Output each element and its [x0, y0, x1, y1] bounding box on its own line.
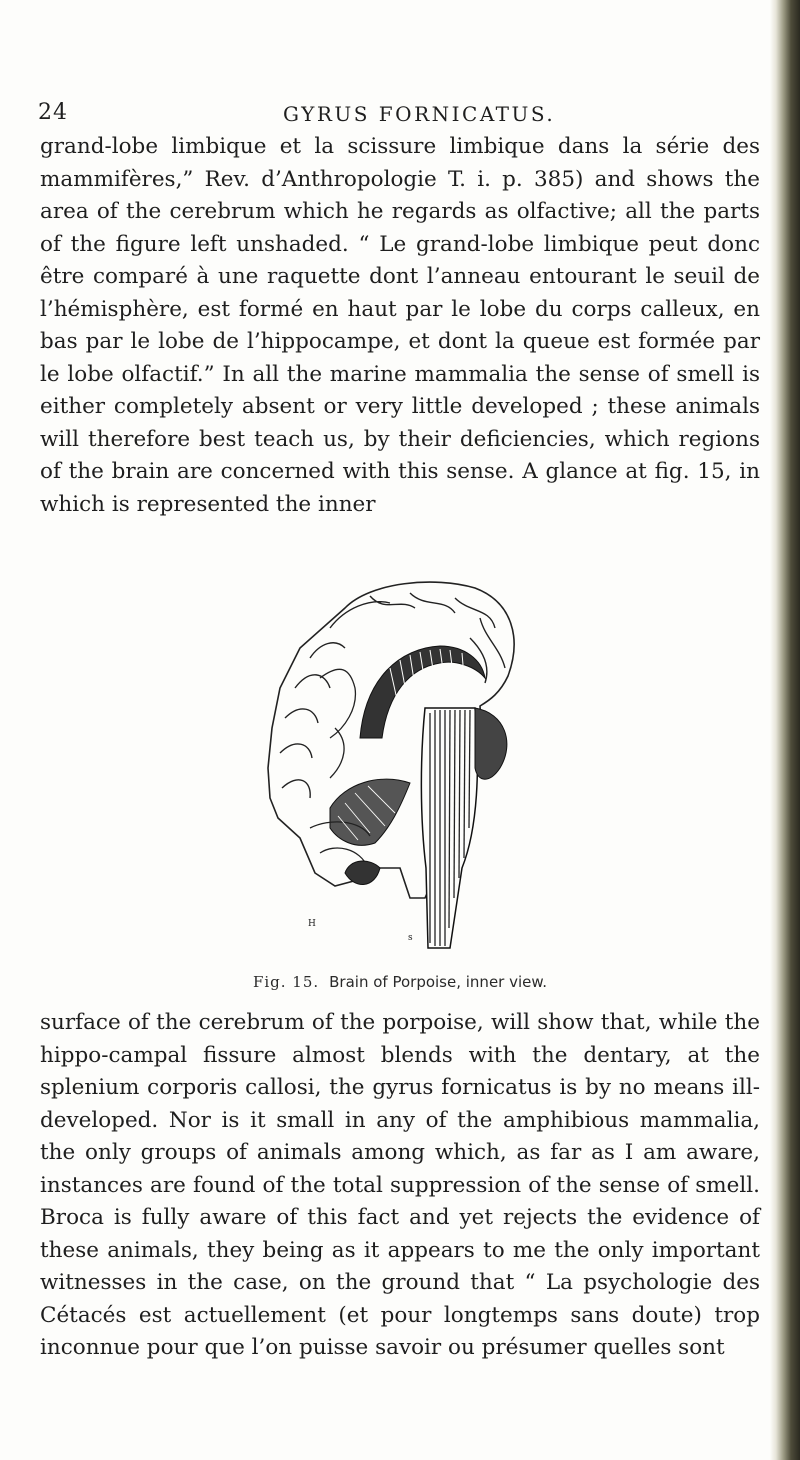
lower-gyrus [345, 861, 380, 884]
figure-caption [0, 973, 800, 991]
body-paragraph-top: grand-lobe limbique et la scissure limbique dans la série des mammifères,” Rev. d’Anthropologie T. i. p. 385) and shows the area of the cerebrum which he regards as olfactive; all the parts of the figure left unshaded. “ Le grand-lobe limbique peut donc être comparé à une raquette dont l’anneau entourant le seuil de l’hémisphère, est formé en haut par le lobe du corps calleux, en bas par le lobe de l’hippocampe, et dont la queue est formée par le lobe olfactif.” In all the marine mammalia the sense of smell is either completely absent or very little developed ; these animals will therefore best teach us, by their deficiencies, which regions of the brain are concerned with this sense. A glance at fig. 15, in which is represented the inner [40, 134, 760, 517]
figure-letter-h: H [308, 919, 316, 929]
left-gyri [280, 643, 345, 798]
figure-letter-s: s [408, 933, 413, 943]
body-paragraph-bottom: surface of the cerebrum of the porpoise, will show that, while the hippo-campal fissure almost blends with the dentary, at the splenium corporis callosi, the gyrus fornicatus is by no means ill-developed. Nor is it small in any of the amphibious mammalia, the only groups of animals among which, as far as I am aware, instances are found of the total suppression of the sense of smell. Broca is fully aware of this fact and yet rejects the evidence of these animals, they being as it appears to me the only important witnesses in the case, on the ground that “ La psychologie des Cétacés est actuellement (et pour longtemps sans doute) trop inconnue pour que l’on puisse savoir ou présumer quelles sont [40, 1010, 760, 1360]
running-head: GYRUS FORNICATUS. [283, 102, 556, 126]
figure-label: Fig. 15. [252, 973, 320, 991]
page-edge-shadow [770, 0, 800, 1460]
thalamus-mass [475, 708, 507, 779]
figure-caption-text: Brain of Porpoise, inner view. [329, 973, 548, 991]
porpoise-brain-illustration [250, 568, 540, 968]
inner-gyri [320, 669, 355, 778]
page-number: 24 [38, 100, 68, 125]
